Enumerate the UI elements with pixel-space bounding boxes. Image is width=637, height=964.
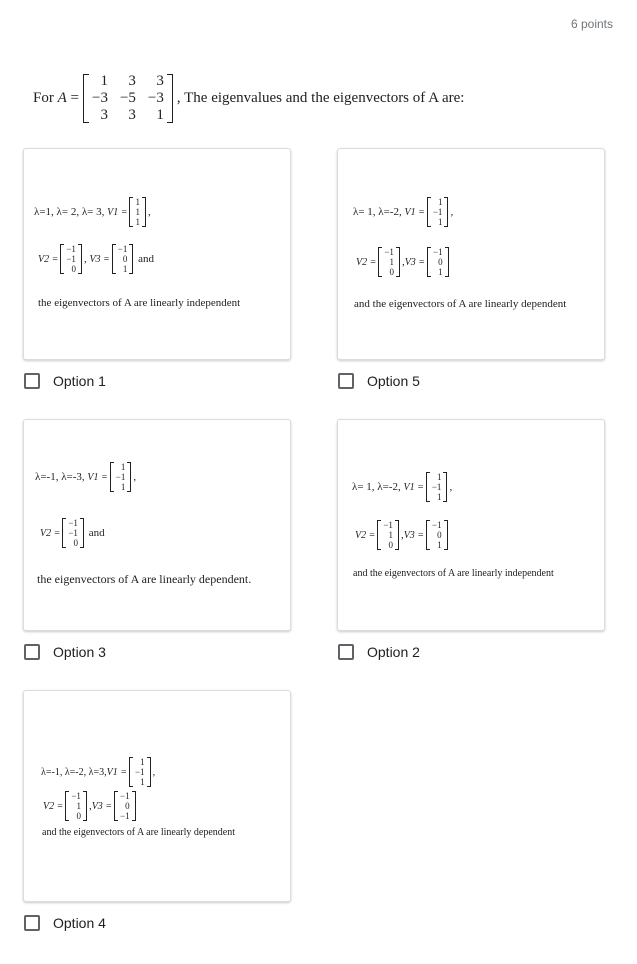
v3-label: V3 = (403, 529, 425, 541)
points-label: 6 points (570, 17, 613, 31)
option-4-checkbox-row[interactable] (24, 915, 106, 931)
v2-label: V2 = (38, 253, 59, 265)
matrix-cell: 3 (100, 106, 108, 123)
question-prefix: For (33, 89, 54, 106)
option-4-label: Option 4 (53, 915, 106, 931)
matrix-cell: 1 (100, 72, 108, 89)
option-5-image (337, 148, 605, 360)
vector-line: V2 = −1 1 0 , V3 = −1 0 −1 (43, 791, 138, 821)
eigen-line: λ= 1, λ=-2, V1 = 1 −1 1 , (352, 472, 453, 502)
option-1-label: Option 1 (53, 373, 106, 389)
v3-vector: −1 0 1 (112, 244, 134, 274)
option-1-checkbox-row[interactable] (24, 373, 106, 389)
v1-label: V1 = (403, 481, 424, 493)
eigen-line: λ=-1, λ=-2, λ=3, V1 = 1 −1 1 , (41, 757, 156, 787)
v1-vector: 1 −1 1 (129, 757, 151, 787)
option-2-checkbox-row[interactable] (338, 644, 420, 660)
v2-vector: −1 1 0 (378, 247, 400, 277)
matrix-cell: −5 (119, 89, 136, 106)
conclusion-text: and the eigenvectors of A are linearly dependent (42, 827, 235, 838)
option-2-label: Option 2 (367, 644, 420, 660)
v3-vector: −1 0 −1 (114, 791, 136, 821)
vector-line: V2 = −1 1 0 , V3 = −1 0 1 (355, 520, 450, 550)
eigen-line: λ= 1, λ=-2, V1 = 1 −1 1 , (353, 197, 454, 227)
option-3-image (23, 419, 291, 631)
v2-vector: −1 −1 0 (62, 518, 84, 548)
conclusion-text: the eigenvectors of A are linearly independent (38, 297, 241, 309)
v2-vector: −1 1 0 (65, 791, 87, 821)
matrix-cell: 1 (156, 106, 164, 123)
option-2-image (337, 419, 605, 631)
checkbox-icon[interactable] (338, 373, 354, 389)
v2-vector: −1 −1 0 (60, 244, 82, 274)
conj-text: and (138, 253, 155, 265)
v3-vector: −1 0 1 (426, 520, 448, 550)
v1-label: V1 = (106, 766, 127, 778)
v2-vector: −1 1 0 (377, 520, 399, 550)
option-3-checkbox-row[interactable] (24, 644, 106, 660)
v3-label: V3 = (91, 800, 113, 812)
matrix-cell: 3 (128, 72, 136, 89)
checkbox-icon[interactable] (24, 915, 40, 931)
eigen-line: λ=-1, λ=-3, V1 = 1 −1 1 , (35, 462, 137, 492)
eigenvalues-text: λ=-1, λ=-3, (35, 471, 85, 483)
matrix-a (83, 74, 173, 123)
checkbox-icon[interactable] (24, 373, 40, 389)
option-5-checkbox-row[interactable] (338, 373, 420, 389)
option-5-label: Option 5 (367, 373, 420, 389)
eigen-line: λ=1, λ= 2, λ= 3, V1 = 1 1 1 , (34, 197, 151, 227)
v1-vector: 1 −1 1 (426, 472, 448, 502)
v1-vector: 1 −1 1 (427, 197, 449, 227)
v1-vector: 1 −1 1 (110, 462, 132, 492)
matrix-cell: −3 (91, 89, 108, 106)
checkbox-icon[interactable] (24, 644, 40, 660)
eigenvalues-text: λ= 1, λ=-2, (352, 481, 401, 493)
conj-text: and (88, 527, 105, 539)
v2-label: V2 = (40, 527, 61, 539)
conclusion-text: and the eigenvectors of A are linearly independent (353, 568, 554, 579)
matrix-cell: −3 (147, 89, 164, 106)
v2-label: V2 = (43, 800, 64, 812)
question-text (33, 72, 464, 124)
v3-vector: −1 0 1 (427, 247, 449, 277)
conclusion-text: the eigenvectors of A are linearly dependent. (37, 572, 252, 586)
vector-line: V2 = −1 −1 0 , V3 = −1 0 1 and (38, 244, 155, 274)
question-suffix: , The eigenvalues and the eigenvectors of A are: (176, 89, 465, 106)
v1-label: V1 = (87, 471, 108, 483)
eigenvalues-text: λ= 1, λ=-2, (353, 206, 402, 218)
eigenvalues-text: λ=1, λ= 2, λ= 3, (34, 206, 105, 218)
eigenvalues-text: λ=-1, λ=-2, λ=3, (41, 766, 107, 778)
v1-label: V1 = (404, 206, 425, 218)
v1-vector: 1 1 1 (129, 197, 146, 227)
option-3-label: Option 3 (53, 644, 106, 660)
equals: = (70, 89, 79, 106)
matrix-var: A (57, 89, 67, 106)
v3-label: V3 = (404, 256, 426, 268)
vector-line: V2 = −1 1 0 , V3 = −1 0 1 (356, 247, 451, 277)
matrix-cell: 3 (156, 72, 164, 89)
v1-label: V1 = (107, 206, 128, 218)
v2-label: V2 = (355, 529, 376, 541)
matrix-cell: 3 (128, 106, 136, 123)
v3-label: V3 = (89, 253, 110, 265)
vector-line (40, 518, 105, 548)
v2-label: V2 = (356, 256, 377, 268)
option-4-image (23, 690, 291, 902)
option-1-image (23, 148, 291, 360)
checkbox-icon[interactable] (338, 644, 354, 660)
conclusion-text: and the eigenvectors of A are linearly dependent (354, 298, 567, 310)
